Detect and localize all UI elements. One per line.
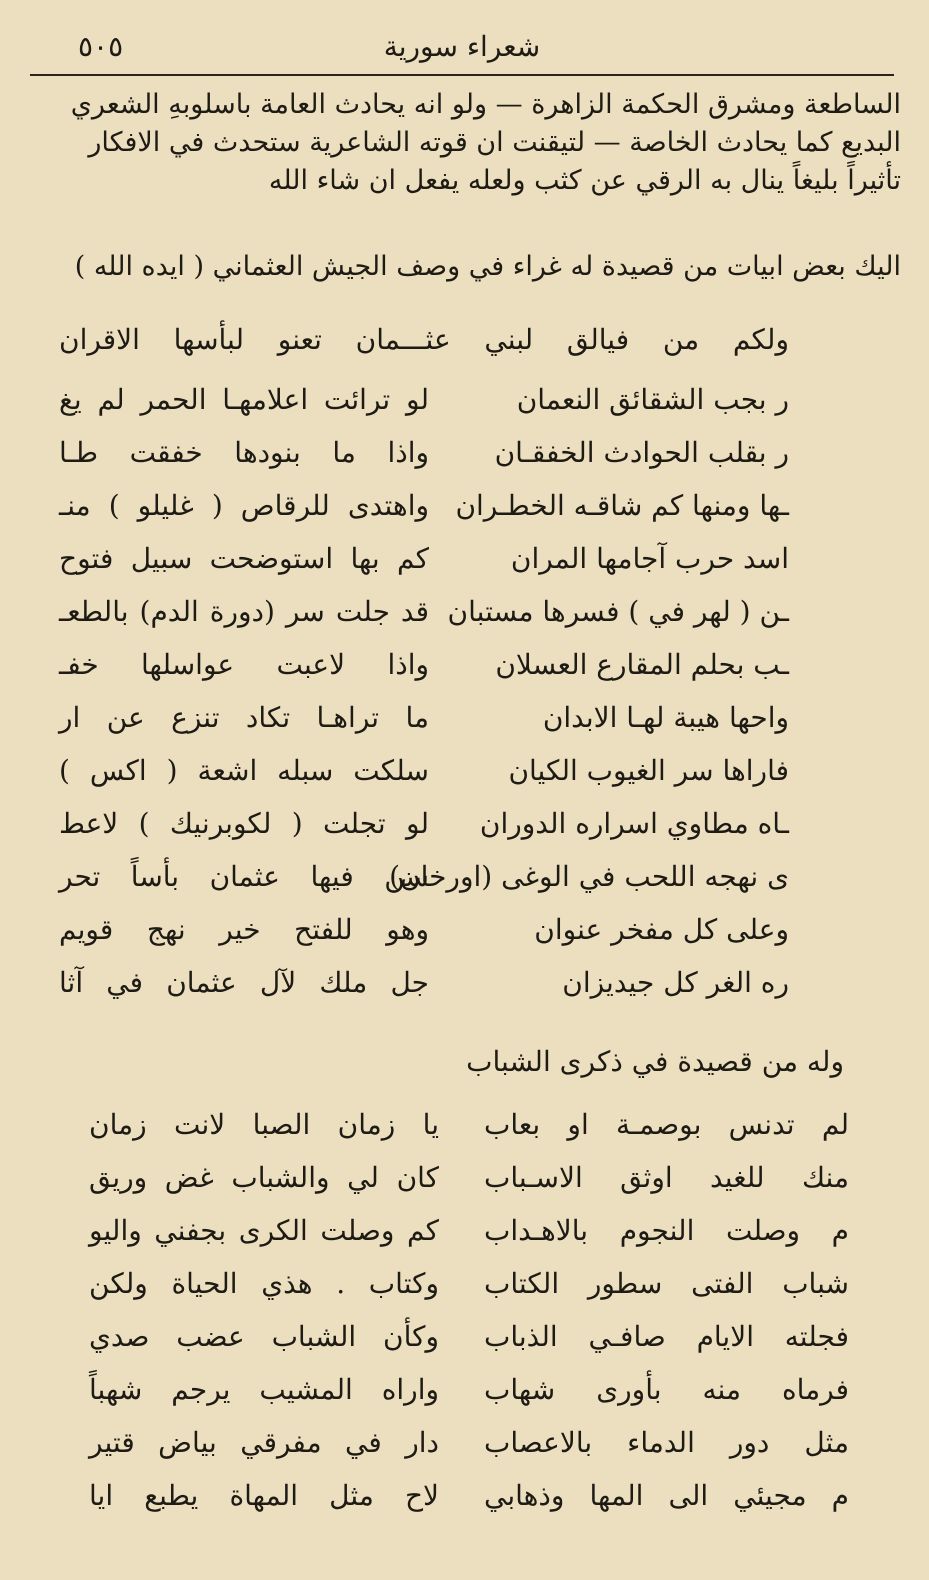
verse-right-hemistich: ما تراهـا تكاد تنزع عن ار bbox=[59, 701, 429, 734]
verse-row bbox=[0, 754, 929, 804]
verse-row bbox=[0, 1108, 929, 1158]
verse-left-hemistich: مثل دور الدماء بالاعصاب bbox=[484, 1426, 849, 1459]
verse-right-hemistich: كم وصلت الكرى بجفني واليو bbox=[89, 1214, 439, 1247]
verse-left-hemistich: لم تدنس بوصمـة او بعاب bbox=[484, 1108, 849, 1141]
verse-row bbox=[0, 648, 929, 698]
page-title: شعراء سورية bbox=[383, 30, 541, 63]
verse-row bbox=[0, 323, 929, 373]
verse-left-hemistich: ر بجب الشقائق النعمان bbox=[516, 383, 789, 416]
verse-row bbox=[0, 1267, 929, 1317]
verse-row bbox=[0, 383, 929, 433]
verse-right-hemistich: دار في مفرقي بياض قتير bbox=[89, 1426, 439, 1459]
verse-left-hemistich: ر بقلب الحوادث الخفقـان bbox=[494, 436, 789, 469]
verse-row bbox=[0, 1214, 929, 1264]
section-heading: وله من قصيدة في ذكرى الشباب bbox=[466, 1045, 844, 1078]
verse-right-hemistich: واذا لاعبت عواسلها خفـ bbox=[59, 648, 429, 681]
verse-left-hemistich: ـب بحلم المقارع العسلان bbox=[495, 648, 789, 681]
verse-right-hemistich: كان لي والشباب غض وريق bbox=[89, 1161, 439, 1194]
verse-right-hemistich: لو تجلت ( لكوبرنيك ) لاعط bbox=[59, 807, 429, 840]
verse-right-hemistich: سن فيها عثمان بأساً تحر bbox=[59, 860, 429, 893]
verse-left-hemistich: فاراها سر الغيوب الكيان bbox=[508, 754, 789, 787]
verse-left-hemistich: شباب الفتى سطور الكتاب bbox=[484, 1267, 849, 1300]
page-header bbox=[30, 28, 894, 76]
verse-row bbox=[0, 1426, 929, 1476]
verse-row bbox=[0, 913, 929, 963]
verse-right-hemistich: جل ملك لآل عثمان في آثا bbox=[59, 966, 429, 999]
poem-lead-line: اليك بعض ابيات من قصيدة له غراء في وصف الجيش العثماني ( ايده الله ) bbox=[74, 251, 901, 282]
verse-left-hemistich: فجلته الايام صافـي الذباب bbox=[484, 1320, 849, 1353]
intro-paragraph bbox=[31, 86, 901, 200]
verse-right-hemistich: وهو للفتح خير نهج قويم bbox=[59, 913, 429, 946]
verse-right-hemistich: لو ترائت اعلامهـا الحمر لم يغ bbox=[59, 383, 429, 416]
verse-row bbox=[0, 595, 929, 645]
verse-left-hemistich: اسد حرب آجامها المران bbox=[510, 542, 789, 575]
verse-right-hemistich: لاح مثل المهاة يطبع ايا bbox=[89, 1479, 439, 1512]
intro-line: تأثيراً بليغاً ينال به الرقي عن كثب ولعله يفعل ان شاء الله bbox=[268, 165, 901, 196]
page-number: ٥٠٥ bbox=[78, 30, 124, 63]
verse-row bbox=[0, 1320, 929, 1370]
verse-left-hemistich: ره الغر كل جيديزان bbox=[562, 966, 789, 999]
verse-left-hemistich: ـاه مطاوي اسراره الدوران bbox=[479, 807, 789, 840]
verse-right-hemistich: واراه المشيب يرجم شهباً bbox=[89, 1373, 439, 1406]
verse-row bbox=[0, 489, 929, 539]
verse-left-hemistich: ـن ( لهر في ) فسرها مستبان bbox=[447, 595, 789, 628]
verse-right-hemistich: سلكت سبله اشعة ( اكس ) bbox=[59, 754, 429, 787]
verse-left-hemistich: م وصلت النجوم بالاهـداب bbox=[484, 1214, 849, 1247]
verse-row bbox=[0, 1161, 929, 1211]
verse-right-hemistich: وكأن الشباب عضب صدي bbox=[89, 1320, 439, 1353]
verse-row bbox=[0, 807, 929, 857]
verse-row bbox=[0, 436, 929, 486]
verse-row bbox=[0, 1373, 929, 1423]
verse-left-hemistich: واحها هيبة لهـا الابدان bbox=[542, 701, 789, 734]
verse-right-hemistich: كم بها استوضحت سبيل فتوح bbox=[59, 542, 429, 575]
verse-row bbox=[0, 1479, 929, 1529]
verse-left-hemistich: فرماه منه بأورى شهاب bbox=[484, 1373, 849, 1406]
verse-left-hemistich: م مجيئي الى المها وذهابي bbox=[484, 1479, 849, 1512]
verse-left-hemistich: منك للغيد اوثق الاسـباب bbox=[484, 1161, 849, 1194]
verse-right-hemistich: يا زمان الصبا لانت زمان bbox=[89, 1108, 439, 1141]
verse-left-hemistich: وعلى كل مفخر عنوان bbox=[534, 913, 789, 946]
verse-left-hemistich: ى نهجه اللحب في الوغى (اورخان) bbox=[389, 860, 789, 893]
intro-line: الساطعة ومشرق الحكمة الزاهرة — ولو انه يحادث العامة باسلوبهِ الشعري bbox=[70, 89, 901, 120]
verse-right-hemistich: قد جلت سر (دورة الدم) بالطعـ bbox=[59, 595, 429, 628]
verse-row bbox=[0, 542, 929, 592]
verse-row bbox=[0, 966, 929, 1016]
verse-right-hemistich: وكتاب . هذي الحياة ولكن bbox=[89, 1267, 439, 1300]
verse-row bbox=[0, 701, 929, 751]
intro-line: البديع كما يحادث الخاصة — لتيقنت ان قوته الشاعرية ستحدث في الافكار bbox=[88, 127, 901, 158]
verse-left-hemistich: ـها ومنها كم شاقـه الخطـران bbox=[455, 489, 789, 522]
verse-right-hemistich: واهتدى للرقاص ( غليلو ) منـ bbox=[59, 489, 429, 522]
full-verse: ولكم من فيالق لبني عثـــمان تعنو لبأسها الاقران bbox=[59, 323, 789, 356]
verse-right-hemistich: واذا ما بنودها خفقت طـا bbox=[59, 436, 429, 469]
verse-row bbox=[0, 860, 929, 910]
